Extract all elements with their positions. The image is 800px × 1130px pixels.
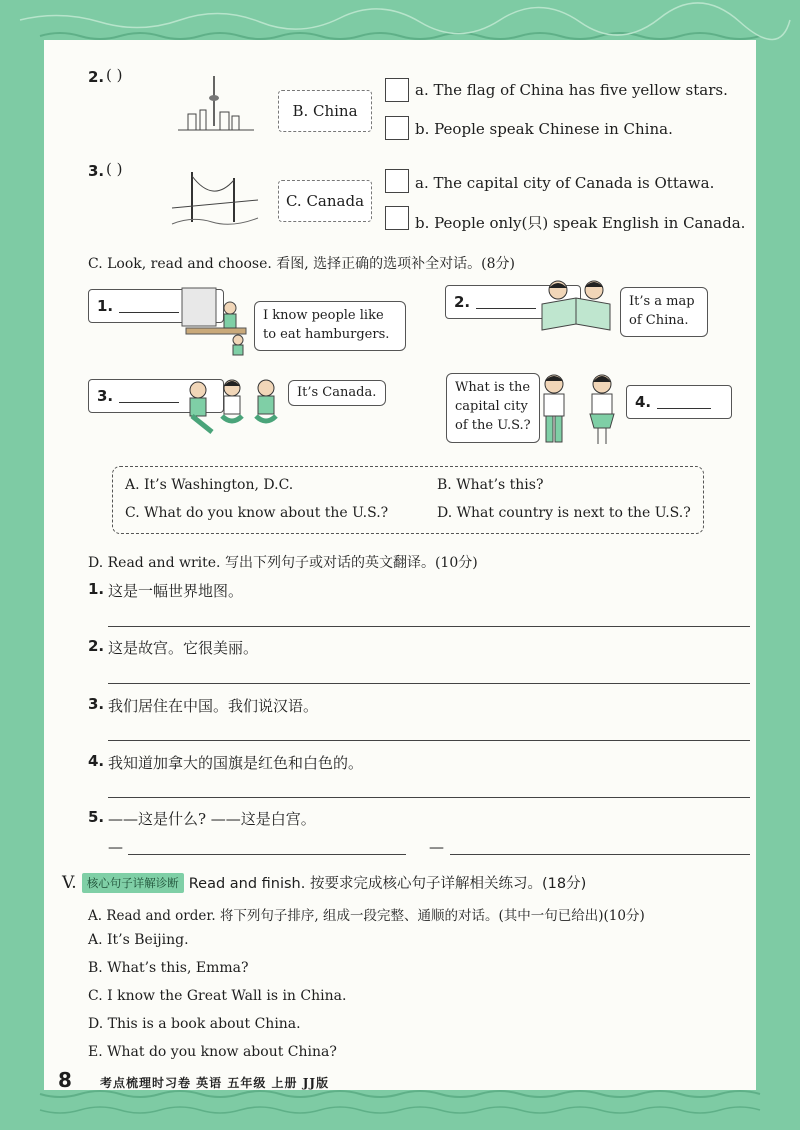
children-reading-map-image <box>536 278 616 334</box>
item-2a-statement: a. The flag of China has five yellow stars. <box>415 81 728 99</box>
page-number: 8 <box>58 1068 72 1092</box>
section-c-options-box <box>112 466 704 534</box>
dialog-1-speech-bubble: I know people like to eat hamburgers. <box>254 301 406 351</box>
country-card-canada: C. Canada <box>278 180 372 222</box>
dialog-4-speech-bubble: What is the capital city of the U.S.? <box>446 373 540 443</box>
section-v-title: Read and finish. 按要求完成核心句子详解相关练习。(18分) <box>188 876 587 892</box>
item-3-answer-paren[interactable]: ( ) <box>106 160 123 178</box>
section-v-badge: 核心句子详解诊断 <box>82 873 184 893</box>
cn-tower-skyline-image <box>178 76 254 134</box>
section-v-sub-a-title: A. Read and order. 将下列句子排序, 组成一段完整、通顺的对话。(其中一句已给出)(10分) <box>88 908 645 924</box>
classroom-image <box>180 284 252 358</box>
d-item-1-text: 这是一幅世界地图。 <box>108 582 244 600</box>
d-item-3-number: 3. <box>88 695 105 713</box>
sentence-c: C. I know the Great Wall is in China. <box>88 988 347 1004</box>
item-2a-checkbox[interactable] <box>385 78 409 102</box>
dialog-4-number: 4. <box>635 393 652 411</box>
bridge-skyline-image <box>172 164 258 230</box>
d-item-5-dash-1: — <box>108 838 123 856</box>
section-d-title: D. Read and write. 写出下列句子或对话的英文翻译。(10分) <box>88 555 478 571</box>
item-3-number: 3. <box>88 162 105 180</box>
children-sitting-image <box>182 376 286 440</box>
sentence-d: D. This is a book about China. <box>88 1016 301 1032</box>
dialog-3-blank[interactable] <box>119 390 179 403</box>
d-item-5-number: 5. <box>88 808 105 826</box>
dialog-4-blank[interactable] <box>657 396 711 409</box>
section-c-title: C. Look, read and choose. 看图, 选择正确的选项补全对话。(8分) <box>88 256 515 272</box>
country-card-china: B. China <box>278 90 372 132</box>
option-b: B. What’s this? <box>437 477 544 493</box>
section-v-header <box>62 872 586 893</box>
sentence-e: E. What do you know about China? <box>88 1044 337 1060</box>
dialog-2-number: 2. <box>454 293 471 311</box>
section-v-roman: V. <box>62 872 77 893</box>
d-item-1-answer-line[interactable] <box>108 626 750 627</box>
d-item-5-answer-line-1[interactable] <box>128 854 406 855</box>
item-2b-checkbox[interactable] <box>385 116 409 140</box>
item-2-answer-paren[interactable]: ( ) <box>106 66 123 84</box>
d-item-4-number: 4. <box>88 752 105 770</box>
item-2b-statement: b. People speak Chinese in China. <box>415 120 673 138</box>
two-children-talking-image <box>532 370 628 450</box>
d-item-2-text: 这是故宫。它很美丽。 <box>108 639 259 657</box>
dialog-4-answer-box[interactable] <box>626 385 732 419</box>
d-item-1-number: 1. <box>88 580 105 598</box>
d-item-2-answer-line[interactable] <box>108 683 750 684</box>
worksheet-page <box>44 40 756 1090</box>
dialog-3-speech-bubble: It’s Canada. <box>288 380 386 406</box>
item-2-number: 2. <box>88 68 105 86</box>
sentence-b: B. What’s this, Emma? <box>88 960 249 976</box>
dialog-2-speech-bubble: It’s a map of China. <box>620 287 708 337</box>
d-item-2-number: 2. <box>88 637 105 655</box>
d-item-5-text: ——这是什么? ——这是白宫。 <box>108 810 316 828</box>
option-c: C. What do you know about the U.S.? <box>125 505 389 521</box>
option-d: D. What country is next to the U.S.? <box>437 505 691 521</box>
footer-book-info: 考点梳理时习卷 英语 五年级 上册 JJ版 <box>100 1076 330 1090</box>
d-item-5-dash-2: — <box>429 838 444 856</box>
item-3b-statement: b. People only(只) speak English in Canada. <box>415 214 746 232</box>
item-3a-statement: a. The capital city of Canada is Ottawa. <box>415 174 715 192</box>
d-item-3-answer-line[interactable] <box>108 740 750 741</box>
d-item-4-answer-line[interactable] <box>108 797 750 798</box>
d-item-4-text: 我知道加拿大的国旗是红色和白色的。 <box>108 754 364 772</box>
d-item-3-text: 我们居住在中国。我们说汉语。 <box>108 697 319 715</box>
dialog-2-blank[interactable] <box>476 296 536 309</box>
item-3a-checkbox[interactable] <box>385 169 409 193</box>
sentence-a: A. It’s Beijing. <box>88 932 189 948</box>
option-a: A. It’s Washington, D.C. <box>125 477 294 493</box>
dialog-1-blank[interactable] <box>119 300 179 313</box>
dialog-1-number: 1. <box>97 297 114 315</box>
d-item-5-answer-line-2[interactable] <box>450 854 750 855</box>
item-3b-checkbox[interactable] <box>385 206 409 230</box>
dialog-3-number: 3. <box>97 387 114 405</box>
